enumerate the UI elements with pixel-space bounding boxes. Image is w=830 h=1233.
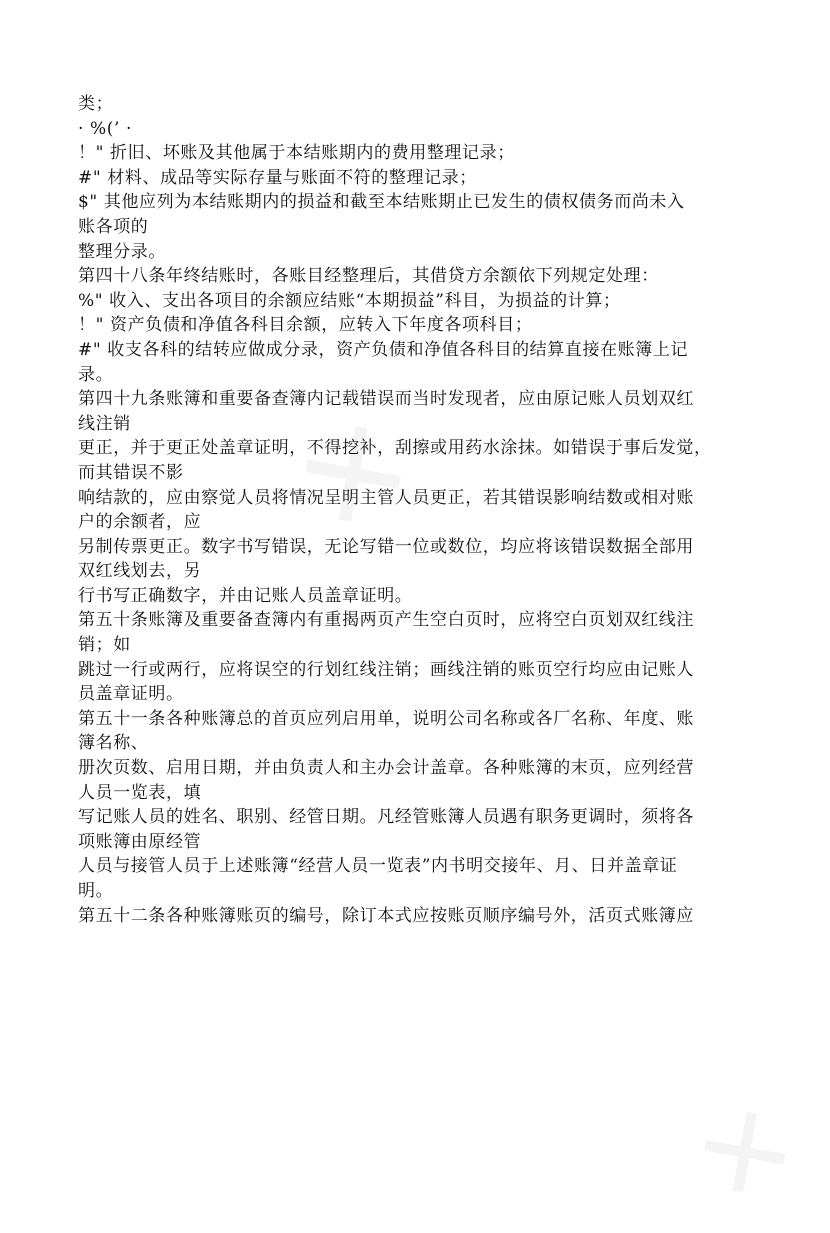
watermark: ✕	[266, 382, 443, 570]
text-line: 第五十一条各种账簿总的首页应列启用单，说明公司名称或各厂名称、年度、账	[78, 708, 694, 729]
text-line: #" 收支各科的结转应做成分录，资产负债和净值各科目的结算直接在账簿上记	[78, 339, 689, 360]
text-line: 册次页数、启用日期，并由负责人和主办会计盖章。各种账簿的末页，应列经营	[78, 758, 694, 779]
text-line: 跳过一行或两行，应将误空的行划红线注销；画线注销的账页空行均应由记账人	[78, 659, 694, 680]
document-body	[78, 92, 768, 928]
text-line: 账各项的	[78, 216, 149, 237]
text-line: 项账簿由原经管	[78, 831, 202, 852]
text-line: 第四十九条账簿和重要备查簿内记载错误而当时发现者，应由原记账人员划双红	[78, 389, 694, 410]
text-line: · %(’ ·	[78, 118, 133, 139]
text-line: 写记账人员的姓名、职别、经管日期。凡经管账簿人员遇有职务更调时，须将各	[78, 807, 694, 828]
text-line: 明。	[78, 881, 114, 901]
text-line: #" 材料、成品等实际存量与账面不符的整理记录；	[78, 167, 477, 188]
text-line: 线注销	[78, 413, 131, 434]
text-line: 行书写正确数字，并由记账人员盖章证明。	[78, 585, 413, 606]
text-line: 响结款的，应由察觉人员将情况呈明主管人员更正，若其错误影响结数或相对账	[78, 487, 694, 508]
text-line: 整理分录。	[78, 241, 166, 262]
text-line: $" 其他应列为本结账期内的损益和截至本结账期止已发生的债权债务而尚未入	[78, 192, 685, 213]
text-line: 另制传票更正。数字书写错误，无论写错一位或数位，均应将该错误数据全部用	[78, 536, 694, 557]
text-line: 销；如	[78, 635, 131, 656]
text-line: ！" 资产负债和净值各科目余额，应转入下年度各项科目；	[78, 315, 533, 336]
text-line: 录。	[78, 364, 114, 385]
text-line: 簿名称、	[78, 733, 149, 754]
watermark: ✕	[671, 1075, 821, 1233]
text-line: 人员与接管人员于上述账簿“经营人员一览表”内书明交接年、月、日并盖章证	[78, 856, 678, 877]
text-line: 第五十条账簿及重要备查簿内有重揭两页产生空白页时，应将空白页划双红线注	[78, 610, 694, 631]
text-line: 更正，并于更正处盖章证明，不得挖补，刮擦或用药水涂抹。如错误于事后发觉，	[78, 438, 712, 459]
text-line: 第五十二条各种账簿账页的编号，除订本式应按账页顺序编号外，活页式账簿应	[78, 905, 694, 926]
text-line: 人员一览表，填	[78, 782, 202, 803]
text-line: %" 收入、支出各项目的余额应结账“本期损益”科目，为损益的计算；	[78, 290, 621, 311]
text-line: 类；	[78, 94, 114, 114]
text-line: 双红线划去，另	[78, 561, 202, 582]
text-line: 户的余额者，应	[78, 512, 202, 533]
text-line: 员盖章证明。	[78, 684, 184, 705]
text-line: 第四十八条年终结账时，各账目经整理后，其借贷方余额依下列规定处理：	[78, 266, 659, 287]
text-line: ！" 折旧、坏账及其他属于本结账期内的费用整理记录；	[78, 143, 515, 164]
text-line: 而其错误不影	[78, 462, 184, 483]
